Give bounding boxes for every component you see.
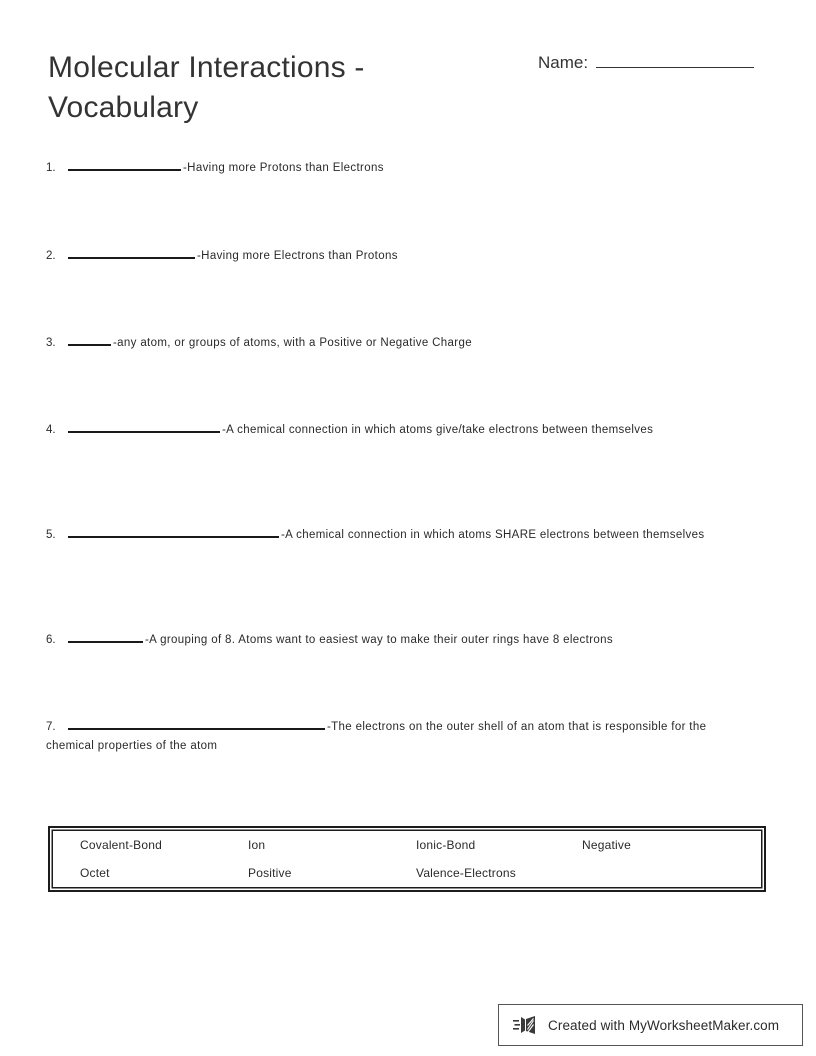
word-bank-term[interactable]: Octet [80, 866, 110, 880]
question-item-6 [46, 630, 776, 650]
page-title: Molecular Interactions - Vocabulary [48, 51, 365, 124]
question-text: -A chemical connection in which atoms give/take electrons between themselves [222, 424, 654, 436]
question-text: -any atom, or groups of atoms, with a Positive or Negative Charge [113, 337, 472, 349]
question-number: 5. [46, 529, 56, 541]
question-number: 4. [46, 424, 56, 436]
answer-blank[interactable] [68, 333, 111, 346]
question-number: 2. [46, 250, 56, 262]
answer-blank[interactable] [68, 717, 325, 730]
answer-blank[interactable] [68, 246, 195, 259]
question-item-4 [46, 420, 718, 440]
answer-blank[interactable] [68, 630, 143, 643]
answer-blank[interactable] [68, 420, 220, 433]
question-number: 6. [46, 634, 56, 646]
word-bank-term[interactable]: Covalent-Bond [80, 838, 162, 852]
question-item-3 [46, 333, 776, 353]
worksheet-maker-logo-icon [513, 1013, 539, 1037]
word-bank-term[interactable]: Positive [248, 866, 292, 880]
word-bank-row [50, 838, 764, 866]
question-text: -Having more Electrons than Protons [197, 250, 398, 262]
word-bank-term[interactable]: Ionic-Bond [416, 838, 476, 852]
word-bank-box [48, 826, 766, 892]
word-bank-term[interactable]: Ion [248, 838, 266, 852]
question-text: -A grouping of 8. Atoms want to easiest way to make their outer rings have 8 electrons [145, 634, 613, 646]
answer-blank[interactable] [68, 158, 181, 171]
name-field-row [538, 50, 754, 73]
created-with-badge[interactable] [498, 1004, 803, 1046]
question-number: 3. [46, 337, 56, 349]
question-item-5 [46, 525, 758, 545]
name-label: Name: [538, 53, 589, 72]
word-bank-term[interactable]: Valence-Electrons [416, 866, 516, 880]
word-bank-term[interactable]: Negative [582, 838, 631, 852]
word-bank-content [50, 828, 764, 890]
question-text: -The electrons on the outer shell of an atom that is responsible for the chemical properties of the atom [46, 721, 707, 752]
question-text: -Having more Protons than Electrons [183, 162, 384, 174]
question-number: 7. [46, 721, 56, 733]
question-item-7 [46, 717, 711, 756]
badge-label: Created with MyWorksheetMaker.com [548, 1017, 780, 1033]
question-text: -A chemical connection in which atoms SHARE electrons between themselves [281, 529, 705, 541]
question-number: 1. [46, 162, 56, 174]
answer-blank[interactable] [68, 525, 279, 538]
question-item-2 [46, 246, 776, 266]
worksheet-header [0, 0, 816, 140]
question-item-1 [46, 158, 776, 178]
name-input-blank[interactable] [596, 50, 754, 68]
word-bank-row [50, 866, 764, 894]
